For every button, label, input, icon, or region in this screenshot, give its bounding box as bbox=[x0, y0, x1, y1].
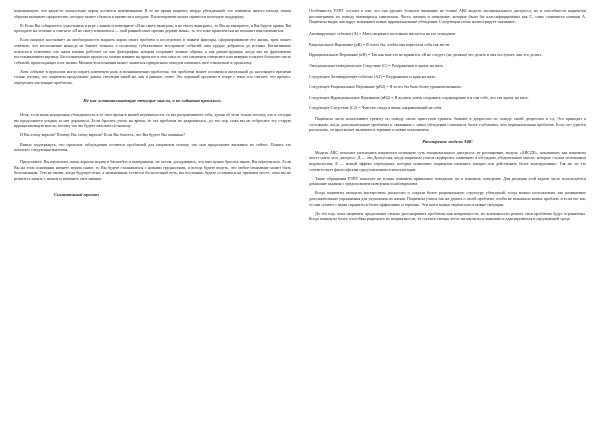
right-column bbox=[309, 8, 586, 418]
model-definition: Рациональное Верование (рВ) = Я хотел бы, чтобы она перестала себя так вести. bbox=[309, 41, 451, 47]
paragraph: Такие обращения РЭПТ помогает не только изменить привычное поведение, но и изменить поведение. Для решения этой задачи часто используются домашние задания с предписанием поведения и наблюдением. bbox=[309, 175, 586, 187]
paragraph: Итак, если ваша неразумная убежденность в ее свое время в вашей неуязвимости, то вы растравливаете себя, думая об этом только потому, что и сегодня вы продолжаете упорно за нее держаться. Если бросить учить на время, то эта проблема не разрешилась, до тех пор, пока вы не отбросите эту старую иррациональную мысль, потому что вы будете мыслить по-новому. bbox=[14, 112, 291, 129]
paragraph: Хотя событие в прошлом могло играть ключевую роль в возникновении проблемы, эта проблема может оставаться актуальной до настоящего времени только потому, что пациенты продолжают давать ситуации такой же, как и раньше, ответ. Это хороший аргумент в споре с теми, кто считает, что процесс определяет настоящие проблемы. bbox=[14, 68, 291, 86]
paragraph: Когда пациенты овладели мастерством дискуссии и создали более рациональную структуру убеждений, тогда можно использовать так называемые дополнительные упражнения для улучшения их жизни. Пациенты учатся так же думать о своей проблеме, чтобы не возникало новых проблем, и если это так, то они сумеют с ними справиться более эффективно и терпимо. Эти шаги можно переносить в новые ситуации. bbox=[309, 190, 586, 207]
left-column bbox=[14, 8, 291, 418]
paragraph: До тех пор, пока пациенты продолжают сильно рассматривать проблемы как неприятности, их возможности решать свои проблемы будут ограничены. Когда пациенты более способны разрешать их неприятности, то соответственно легче им научиться понимать и адаптироваться в окружающей среде. bbox=[309, 210, 586, 222]
paragraph: Особенность РЭПТ состоит в том, что она уделяет большое внимание не только АВС-модели эмоционального дистресса, но и способности пациентов рассматривать по поводу имеющихся симптомов. Часто эмоции и поведение, которые были бы классифицированы как С, сами становятся новыми А. Пациенты видят, как вдруг возникают новые иррациональные убеждения. Следующая схема иллюстрирует сказанное. bbox=[309, 8, 586, 25]
model-definition: Эмоционально-поведенческое Следствие (С) = Раздражение и кричу на мать. bbox=[309, 63, 444, 69]
model-definition: Следующее Активирующее событие (А2) = Раздражение и крик на мать. bbox=[309, 73, 436, 79]
paragraph: понимающую, что какие-то личностные черты остаются неизменными. В то же время пациент, твердо убежденный, что изменить ничего нельзя, таким образом вызывает пророчество, которое может сбыться и привести к неудаче. Психотерапевт может принести полезную поддержку. bbox=[14, 8, 291, 19]
model-definition: Активирующее событие (А) = Мать пациента постоянно жалуется на его поведение. bbox=[309, 31, 457, 37]
section-heading: Расширение модели АВС bbox=[422, 138, 473, 144]
paragraph: В: Если Вы собираетесь участвовать в игре с вином и повторяете «Я не смогу выиграть, я не смогу выиграть», то Вы не выиграете, и Вы будете правы. Вы проходите на лечение и считаете «Я не смогу измениться — мой ранний опыт прочно держит меня», то это тоже практически не поможет вам измениться. bbox=[14, 22, 291, 34]
section-heading: Не нас останавливающие текущие мысли, а не события прошлого. bbox=[83, 98, 222, 104]
paragraph: Модель АВС помогает разъяснить пациентам истинную суть эмоционального дистресса; ее расширение, модель «АВСДЕ», показывает, как пациенты могут снять этот дистресс: Д — это Дискуссия, когда пациенты учатся подвергать сомнению и обсуждать убедительные мысли, которые служат источником недовольства; Е — новый эффект, переоценка, которые позволяют пациентам изменить эмоции или действовать более конструктивно. Так же ли это соответствует философским представлениям в консультации. bbox=[309, 149, 586, 172]
model-definition: Иррациональное Верование (иВ) = Так как мне это не нравится, ей не следует (не должна) это делать и она поступает, как это делает. bbox=[309, 52, 542, 58]
paragraph: Важно подчеркнуть, что прошлые заблуждения остаются проблемой для пациентов потому, что они продолжают вызывать их сейчас. Понять это помогает следующая аналогия. bbox=[14, 141, 291, 153]
paragraph: И Вы этому верили? Почему Вы этому верили? Если Вы боитесь, что Вы будете Вы повинны? bbox=[20, 132, 186, 138]
section-heading: Симптомный прогноз bbox=[54, 191, 99, 197]
paragraph: Представьте, Вы научились очень хорошо играть в баскетбол и выигрывали, но потом, догадавшись, что мяч нужно бросать иначе, Вы переучились. Если Вы на этом основании начнете играть иначе, то Вы будете сталкиваться с новыми трудностями, и всегда будете видеть, что любое изменение может быть болезненным. Тем не менее, когда будущее ясно, а неизменным остается бесполезный путь, вы постоянно будете оставаться на прежнем месте, пока вы не решитесь начать с начала и изменить свое мнение. bbox=[14, 159, 291, 181]
model-definition: Следующее Следствие (С2) = Чувство стыда и вины, направленный на себя. bbox=[309, 105, 443, 111]
model-definition: Следующее Иррациональное Верование (иВ2) = Я должен уметь сохранять хладнокровие и я сам себе, что так кричу на мать. bbox=[309, 94, 529, 100]
paragraph: Если пациент настаивает на необходимости вскрыть корни своих проблем и исследовать в памяти факторы, сформировавшие его жизнь, врач может ответить, что восполнение никогда не бывает точным, а поскольку субъективное восприятие событий, нам трудно добраться до истины. Когнитивные психологи отмечают, что наша память работает не как фотография, которая сохраняет точные образы, а как реконструкция, когда мы по фрагментам восстанавливаем картину. Бессознательные процессы сильно влияют на прошлое в том смысле, что пациенты отвергают или неверно толкуют большую часть событий, происходящих в их жизни. Момент восполнения может оказаться прекрасным поводом изменить свое отношение к прошлому. bbox=[14, 37, 291, 65]
paragraph: Пациенты часто испытывают тревогу по поводу своих приступов тревоги, бывают в депрессии по поводу своей депрессии и т.д. Это приводит к состоянию, когда дополнительные проблемы и связанные с ними убеждения становятся более глубокими, чем первоначальная проблема. Если это удается распознать, то врач может включить в терапию и новые компоненты. bbox=[309, 116, 586, 133]
model-definition: Следующее Рациональное Верование (рВ2) = Я хотел бы быть более уравновешенным. bbox=[309, 84, 462, 90]
